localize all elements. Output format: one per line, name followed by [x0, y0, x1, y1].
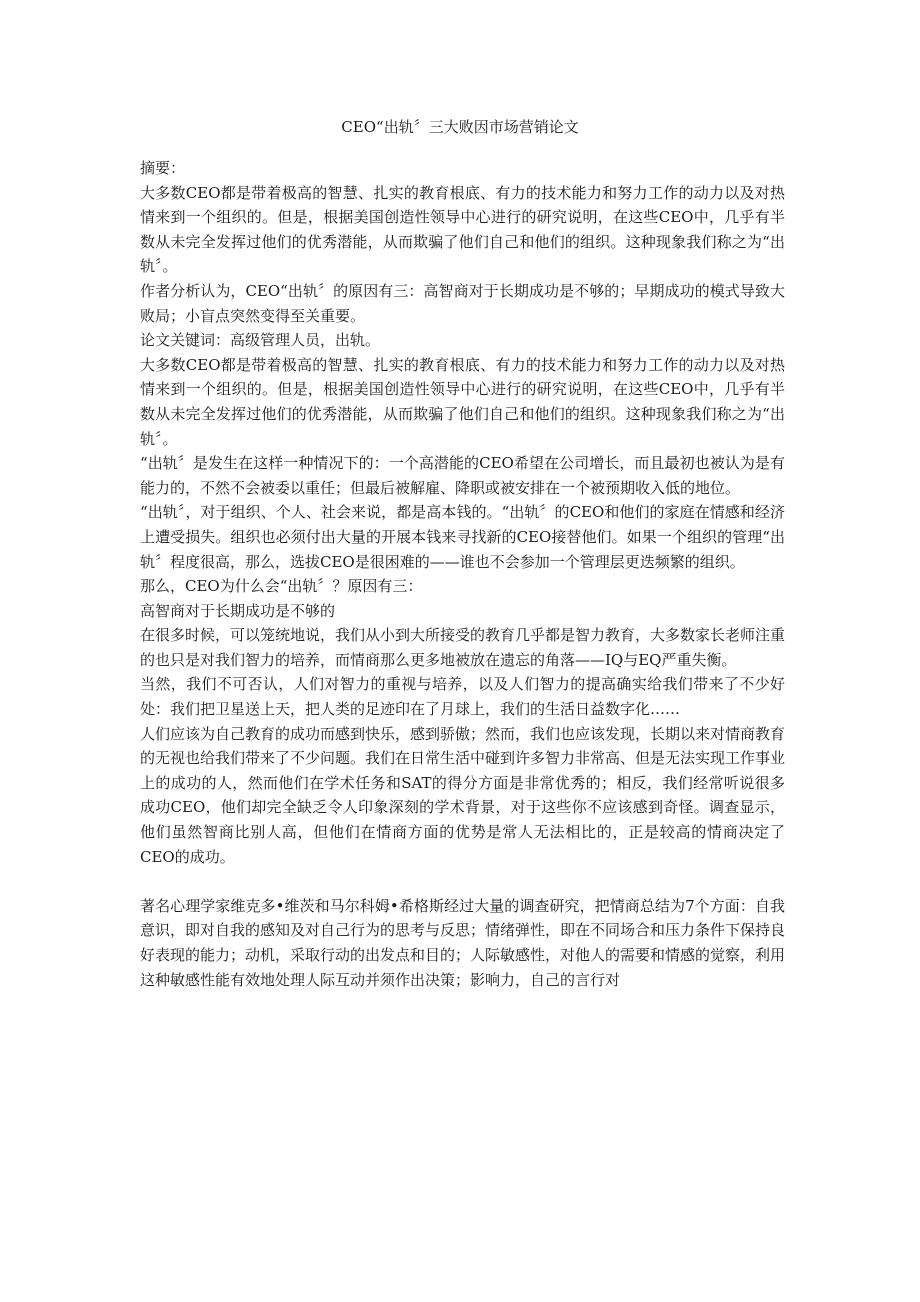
paragraph-keywords: 论文关键词：高级管理人员，出轨。 [140, 331, 381, 350]
paragraph: 当然，我们不可否认，人们对智力的重视与培养，以及人们智力的提高确实给我们带来了不少好处：我们把卫星送上天，把人类的足迹印在了月球上，我们的生活日益数字化…… [140, 675, 785, 719]
paragraph: 人们应该为自己教育的成功而感到快乐，感到骄傲；然而，我们也应该发现，长期以来对情商教育的无视也给我们带来了不少问题。我们在日常生活中碰到许多智力非常高、但是无法实现工作事业上的成功的人，然而他们在学术任务和SAT的得分方面是非常优秀的；相反，我们经常听说很多成功CEO，他们却完全缺乏令人印象深刻的学术背景，对于这些你不应该感到奇怪。调查显示，他们虽然智商比别人高，但他们在情商方面的优势是常人无法相比的，正是较高的情商决定了CEO的成功。 [140, 724, 786, 866]
paragraph: 那么，CEO为什么会“出轨〞？原因有三： [140, 577, 423, 596]
section-heading: 高智商对于长期成功是不够的 [140, 601, 336, 620]
paragraph: 著名心理学家维克多•维茨和马尔科姆•希格斯经过大量的调查研究，把情商总结为7个方面：自我意识，即对自我的感知及对自己行为的思考与反思；情绪弹性，即在不同场合和压力条件下保持良好表现的能力；动机，采取行动的出发点和目的；人际敏感性，对他人的需要和情感的觉察，利用这种敏感性能有效地处理人际互动并须作出决策；影响力，自己的言行对 [140, 896, 786, 989]
paragraph: 大多数CEO都是带着极高的智慧、扎实的教育根底、有力的技术能力和努力工作的动力以及对热情来到一个组织的。但是，根据美国创造性领导中心进行的研究说明，在这些CEO中，几乎有半数从未完全发挥过他们的优秀潜能，从而欺骗了他们自己和他们的组织。这种现象我们称之为“出轨〞。 [140, 355, 785, 448]
paragraph: “出轨〞是发生在这样一种情况下的：一个高潜能的CEO希望在公司增长，而且最初也被认为是有能力的，不然不会被委以重任；但最后被解雇、降职或被安排在一个被预期收入低的地位。 [140, 454, 785, 497]
paragraph-abstract-label: 摘要： [140, 159, 186, 177]
document-body [140, 156, 785, 992]
paragraph: 作者分析认为，CEO“出轨〞的原因有三：高智商对于长期成功是不够的；早期成功的模式导致大败局；小盲点突然变得至关重要。 [140, 281, 785, 325]
paragraph: 在很多时候，可以笼统地说，我们从小到大所接受的教育几乎都是智力教育，大多数家长老师注重的也只是对我们智力的培养，而情商那么更多地被放在遗忘的角落——IQ与EQ严重失衡。 [140, 626, 786, 669]
paragraph: 大多数CEO都是带着极高的智慧、扎实的教育根底、有力的技术能力和努力工作的动力以及对热情来到一个组织的。但是，根据美国创造性领导中心进行的研究说明，在这些CEO中，几乎有半数从未完全发挥过他们的优秀潜能，从而欺骗了他们自己和他们的组织。这种现象我们称之为“出轨〞。 [140, 183, 785, 276]
document-title: CEO“出轨〞三大败因市场营销论文 [341, 118, 579, 136]
paragraph: “出轨〞，对于组织、个人、社会来说，都是高本钱的。“出轨〞的CEO和他们的家庭在情感和经济上遭受损失。组织也必须付出大量的开展本钱来寻找新的CEO接替他们。如果一个组织的管理“出轨〞程度很高，那么，选拔CEO是很困难的——谁也不会参加一个管理层更迭频繁的组织。 [140, 503, 785, 571]
